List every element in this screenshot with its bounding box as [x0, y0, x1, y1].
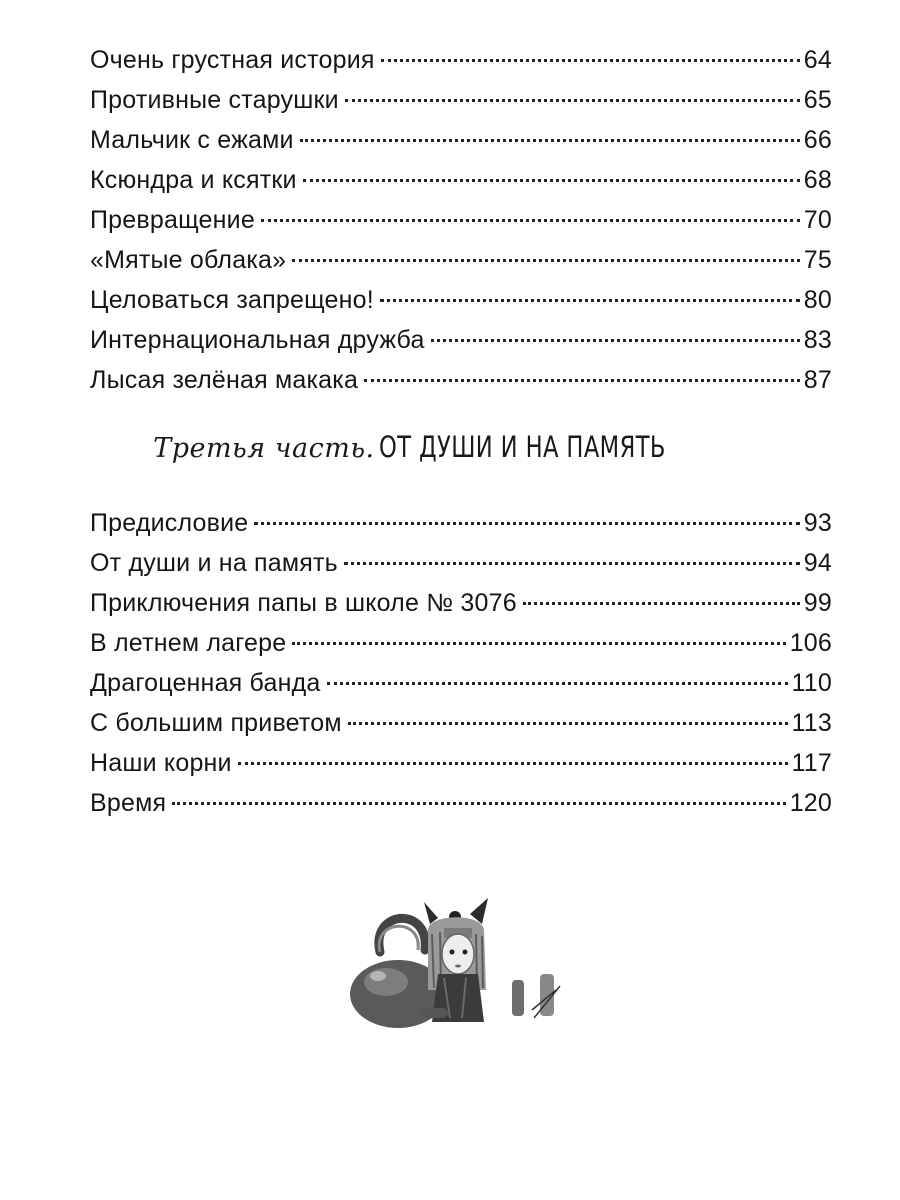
table-of-contents-upper — [90, 40, 832, 400]
toc-entry[interactable] — [90, 200, 832, 240]
dot-leader — [523, 602, 800, 605]
dot-leader — [364, 379, 800, 382]
section-heading-lead: Третья часть. — [153, 433, 375, 464]
dot-leader — [381, 59, 800, 62]
toc-entry[interactable] — [90, 80, 832, 120]
dot-leader — [238, 762, 788, 765]
toc-entry-page: 94 — [803, 549, 832, 577]
dot-leader — [303, 179, 800, 182]
toc-entry-page: 106 — [789, 629, 832, 657]
toc-entry-page: 68 — [803, 166, 832, 194]
toc-entry[interactable] — [90, 503, 832, 543]
toc-entry-title: Драгоценная банда — [90, 669, 321, 697]
toc-entry[interactable] — [90, 623, 832, 663]
toc-entry[interactable] — [90, 240, 832, 280]
small-weights-icon — [512, 974, 560, 1018]
toc-entry-page: 66 — [803, 126, 832, 154]
dot-leader — [344, 562, 800, 565]
toc-entry-title: Приключения папы в школе № 3076 — [90, 589, 517, 617]
toc-entry-page: 117 — [791, 749, 832, 777]
toc-entry-page: 65 — [803, 86, 832, 114]
toc-entry[interactable] — [90, 160, 832, 200]
toc-entry-title: Время — [90, 789, 167, 817]
toc-entry-title: Ксюндра и ксятки — [90, 166, 297, 194]
toc-entry[interactable] — [90, 743, 832, 783]
toc-entry-page: 83 — [803, 326, 832, 354]
section-heading — [0, 430, 900, 464]
toc-entry[interactable] — [90, 583, 832, 623]
dot-leader — [300, 139, 800, 142]
toc-entry-title: В летнем лагере — [90, 629, 287, 657]
toc-entry-page: 110 — [791, 669, 832, 697]
toc-entry-title: Наши корни — [90, 749, 232, 777]
dot-leader — [348, 722, 788, 725]
toc-entry[interactable] — [90, 783, 832, 823]
girl-with-kettlebell-illustration — [320, 890, 580, 1030]
toc-entry-page: 75 — [803, 246, 832, 274]
toc-entry[interactable] — [90, 360, 832, 400]
dot-leader — [380, 299, 800, 302]
table-of-contents-lower — [90, 503, 832, 823]
toc-entry[interactable] — [90, 703, 832, 743]
dot-leader — [261, 219, 800, 222]
toc-entry[interactable] — [90, 280, 832, 320]
toc-entry[interactable] — [90, 120, 832, 160]
toc-entry-title: Противные старушки — [90, 86, 339, 114]
toc-entry[interactable] — [90, 40, 832, 80]
toc-entry-page: 113 — [791, 709, 832, 737]
toc-entry-title: Лысая зелёная макака — [90, 366, 359, 394]
section-heading-title: ОТ ДУШИ И НА ПАМЯТЬ — [379, 430, 666, 464]
toc-entry-title: Предисловие — [90, 509, 249, 537]
toc-entry-page: 99 — [803, 589, 832, 617]
dot-leader — [292, 259, 800, 262]
toc-entry-title: От души и на память — [90, 549, 338, 577]
dot-leader — [172, 802, 785, 805]
toc-entry-title: Очень грустная история — [90, 46, 375, 74]
toc-entry[interactable] — [90, 320, 832, 360]
toc-entry-title: Целоваться запрещено! — [90, 286, 374, 314]
toc-entry-page: 64 — [803, 46, 832, 74]
toc-entry-page: 80 — [803, 286, 832, 314]
dot-leader — [327, 682, 788, 685]
toc-entry-page: 70 — [803, 206, 832, 234]
dot-leader — [292, 642, 785, 645]
toc-entry-title: С большим приветом — [90, 709, 342, 737]
toc-entry-page: 120 — [789, 789, 832, 817]
toc-entry[interactable] — [90, 543, 832, 583]
toc-entry-title: Мальчик с ежами — [90, 126, 294, 154]
toc-entry-title: Интернациональная дружба — [90, 326, 425, 354]
toc-entry-title: Превращение — [90, 206, 255, 234]
dot-leader — [345, 99, 800, 102]
toc-entry-title: «Мятые облака» — [90, 246, 287, 274]
toc-entry[interactable] — [90, 663, 832, 703]
toc-entry-page: 93 — [803, 509, 832, 537]
dot-leader — [431, 339, 800, 342]
dot-leader — [254, 522, 799, 525]
toc-entry-page: 87 — [803, 366, 832, 394]
